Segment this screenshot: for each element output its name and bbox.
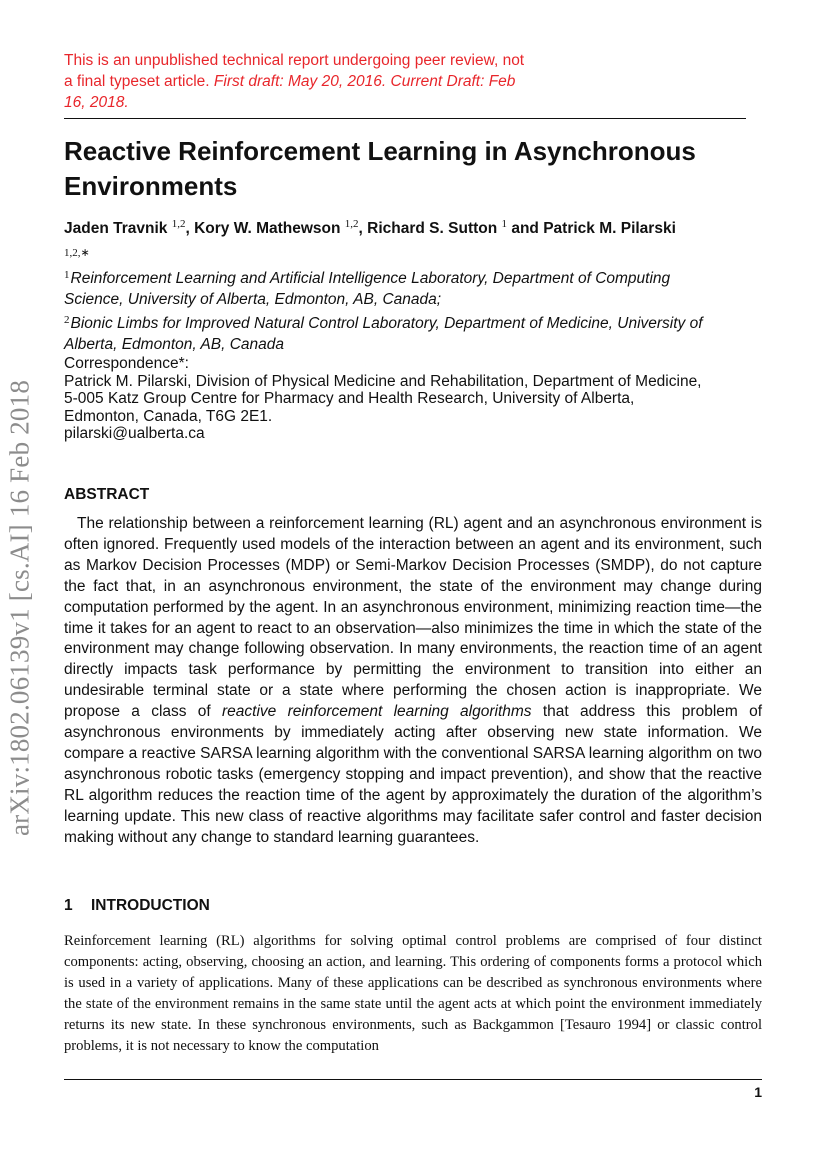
author-affiliation-mark: 1,2 bbox=[344, 218, 359, 230]
correspondence bbox=[64, 355, 704, 443]
affiliations bbox=[64, 265, 704, 355]
author-separator: , bbox=[358, 220, 368, 237]
draft-notice bbox=[64, 50, 534, 113]
author-separator: , bbox=[185, 220, 195, 237]
correspondence-address: Patrick M. Pilarski, Division of Physical Medicine and Rehabilitation, Department of Medicine, 5-005 Katz Group Centre for Pharmacy and Health Research, University of Alberta, Edmonton, Canada, T6G 2E1. bbox=[64, 372, 702, 425]
affiliation-2 bbox=[64, 310, 704, 355]
author-name: Kory W. Mathewson bbox=[194, 220, 341, 237]
affiliation-number: 2 bbox=[64, 314, 70, 326]
author-affiliation-mark: 1,2 bbox=[171, 218, 186, 230]
draft-dates: First draft: May 20, 2016. Current Draft: Feb 16, 2018. bbox=[64, 73, 516, 111]
abstract-heading: ABSTRACT bbox=[64, 486, 150, 503]
affiliation-text: Bionic Limbs for Improved Natural Control Laboratory, Department of Medicine, University of Alberta, Edmonton, AB, Canada bbox=[64, 315, 703, 353]
section-number: 1 bbox=[64, 897, 73, 914]
abstract-body bbox=[64, 514, 762, 849]
abstract-emphasis: reactive reinforcement learning algorithms bbox=[222, 703, 532, 721]
author-name: Jaden Travnik bbox=[64, 220, 168, 237]
author-separator: and bbox=[507, 220, 544, 237]
author-affiliation-mark: 1,2,∗ bbox=[64, 247, 90, 259]
author-name: Patrick M. Pilarski bbox=[543, 220, 676, 237]
author-name: Richard S. Sutton bbox=[367, 220, 498, 237]
header-rule bbox=[64, 118, 746, 119]
affiliation-1 bbox=[64, 265, 704, 310]
affiliation-text: Reinforcement Learning and Artificial Intelligence Laboratory, Department of Computing Science, University of Alberta, Edmonton, AB, Canada; bbox=[64, 270, 671, 308]
author-affiliation-mark: 1 bbox=[501, 218, 508, 230]
author-list bbox=[64, 212, 704, 270]
affiliation-number: 1 bbox=[64, 269, 70, 281]
draft-notice-text: This is an unpublished technical report undergoing peer review, not a final typeset article. bbox=[64, 52, 525, 90]
correspondence-email[interactable]: pilarski@ualberta.ca bbox=[64, 425, 205, 443]
abstract-text-1: The relationship between a reinforcement learning (RL) agent and an asynchronous environment is often ignored. Frequently used models of the interaction between an agent and its environment, such as Markov Decision Processes (MDP) or Semi-Markov Decision Processes (SMDP), do not capture the fact that, in an asynchronous environment, the state of the environment may change during computation performed by the agent. In an asynchronous environment, minimizing reaction time—the time it takes for an agent to react to an observation—also minimizes the time in which the state of the environment may change following observation. In many environments, the reaction time of an agent directly impacts task performance by permitting the environment to transition into either an undesirable terminal state or a state where performing the chosen action is inappropriate. We propose a class of bbox=[64, 515, 762, 721]
introduction-body: Reinforcement learning (RL) algorithms for solving optimal control problems are comprised of four distinct components: acting, observing, choosing an action, and learning. This ordering of components forms a protocol which is used in a variety of applications. Many of these applications can be described as synchronous environments where the state of the environment remains in the same state until the agent acts at which point the environment immediately returns its new state. In these synchronous environments, such as Backgammon [Tesauro 1994] or classic control problems, it is not necessary to know the computation bbox=[64, 933, 762, 1054]
page-number: 1 bbox=[754, 1084, 762, 1100]
arxiv-stamp-text: arXiv:1802.06139v1 [cs.AI] 16 Feb 2018 bbox=[4, 379, 35, 837]
correspondence-label: Correspondence*: bbox=[64, 355, 189, 372]
footer-rule bbox=[64, 1079, 762, 1080]
section-title: INTRODUCTION bbox=[91, 897, 210, 914]
abstract-text-2: that address this problem of asynchronous environments by immediately acting after observing new state information. We compare a reactive SARSA learning algorithm with the conventional SARSA learning algorithm on two asynchronous robotic tasks (emergency stopping and impact prevention), and show that the reactive RL algorithm reduces the reaction time of the agent by approximately the duration of the algorithm’s learning update. This new class of reactive algorithms may facilitate safer control and faster decision making without any change to standard learning guarantees. bbox=[64, 703, 762, 846]
section-heading-introduction bbox=[64, 897, 210, 915]
paper-title: Reactive Reinforcement Learning in Asynchronous Environments bbox=[64, 136, 696, 201]
